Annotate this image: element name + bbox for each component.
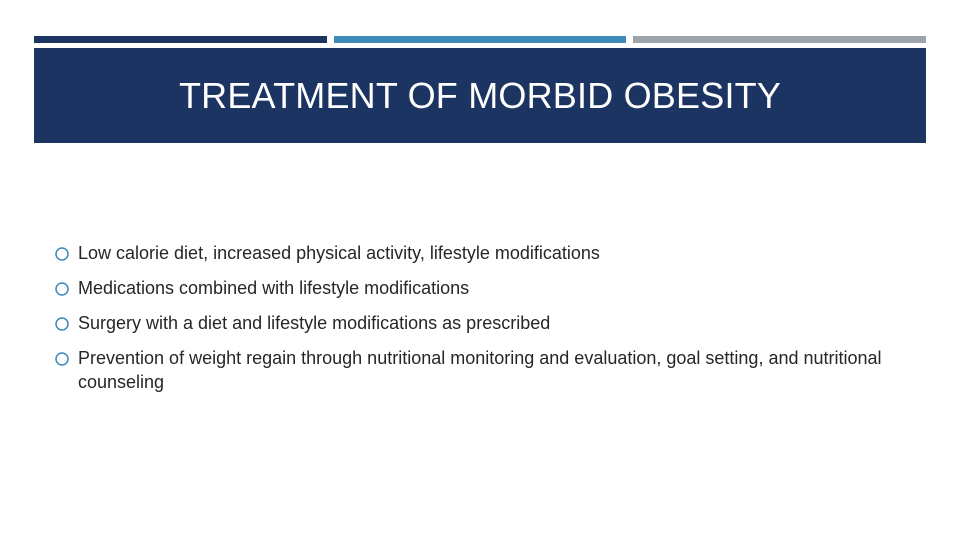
circle-bullet-icon [54,351,70,367]
slide-title: TREATMENT OF MORBID OBESITY [178,74,782,116]
circle-bullet-icon [54,246,70,262]
accent-bar-blue [334,36,626,43]
bullet-item [54,346,914,394]
bullet-text: Low calorie diet, increased physical activity, lifestyle modifications [78,243,600,263]
bullet-item [54,311,914,335]
accent-bar-gray [633,36,926,43]
bullet-list [54,241,914,405]
circle-bullet-icon [54,316,70,332]
bullet-text: Medications combined with lifestyle modifications [78,278,470,298]
bullet-text: Prevention of weight regain through nutritional monitoring and evaluation, goal setting, and nutritional counseling [78,348,882,392]
bullet-text: Surgery with a diet and lifestyle modifications as prescribed [78,313,551,333]
bullet-item [54,276,914,300]
title-band [34,48,926,143]
circle-bullet-icon [54,281,70,297]
bullet-item [54,241,914,265]
accent-bar-navy [34,36,327,43]
